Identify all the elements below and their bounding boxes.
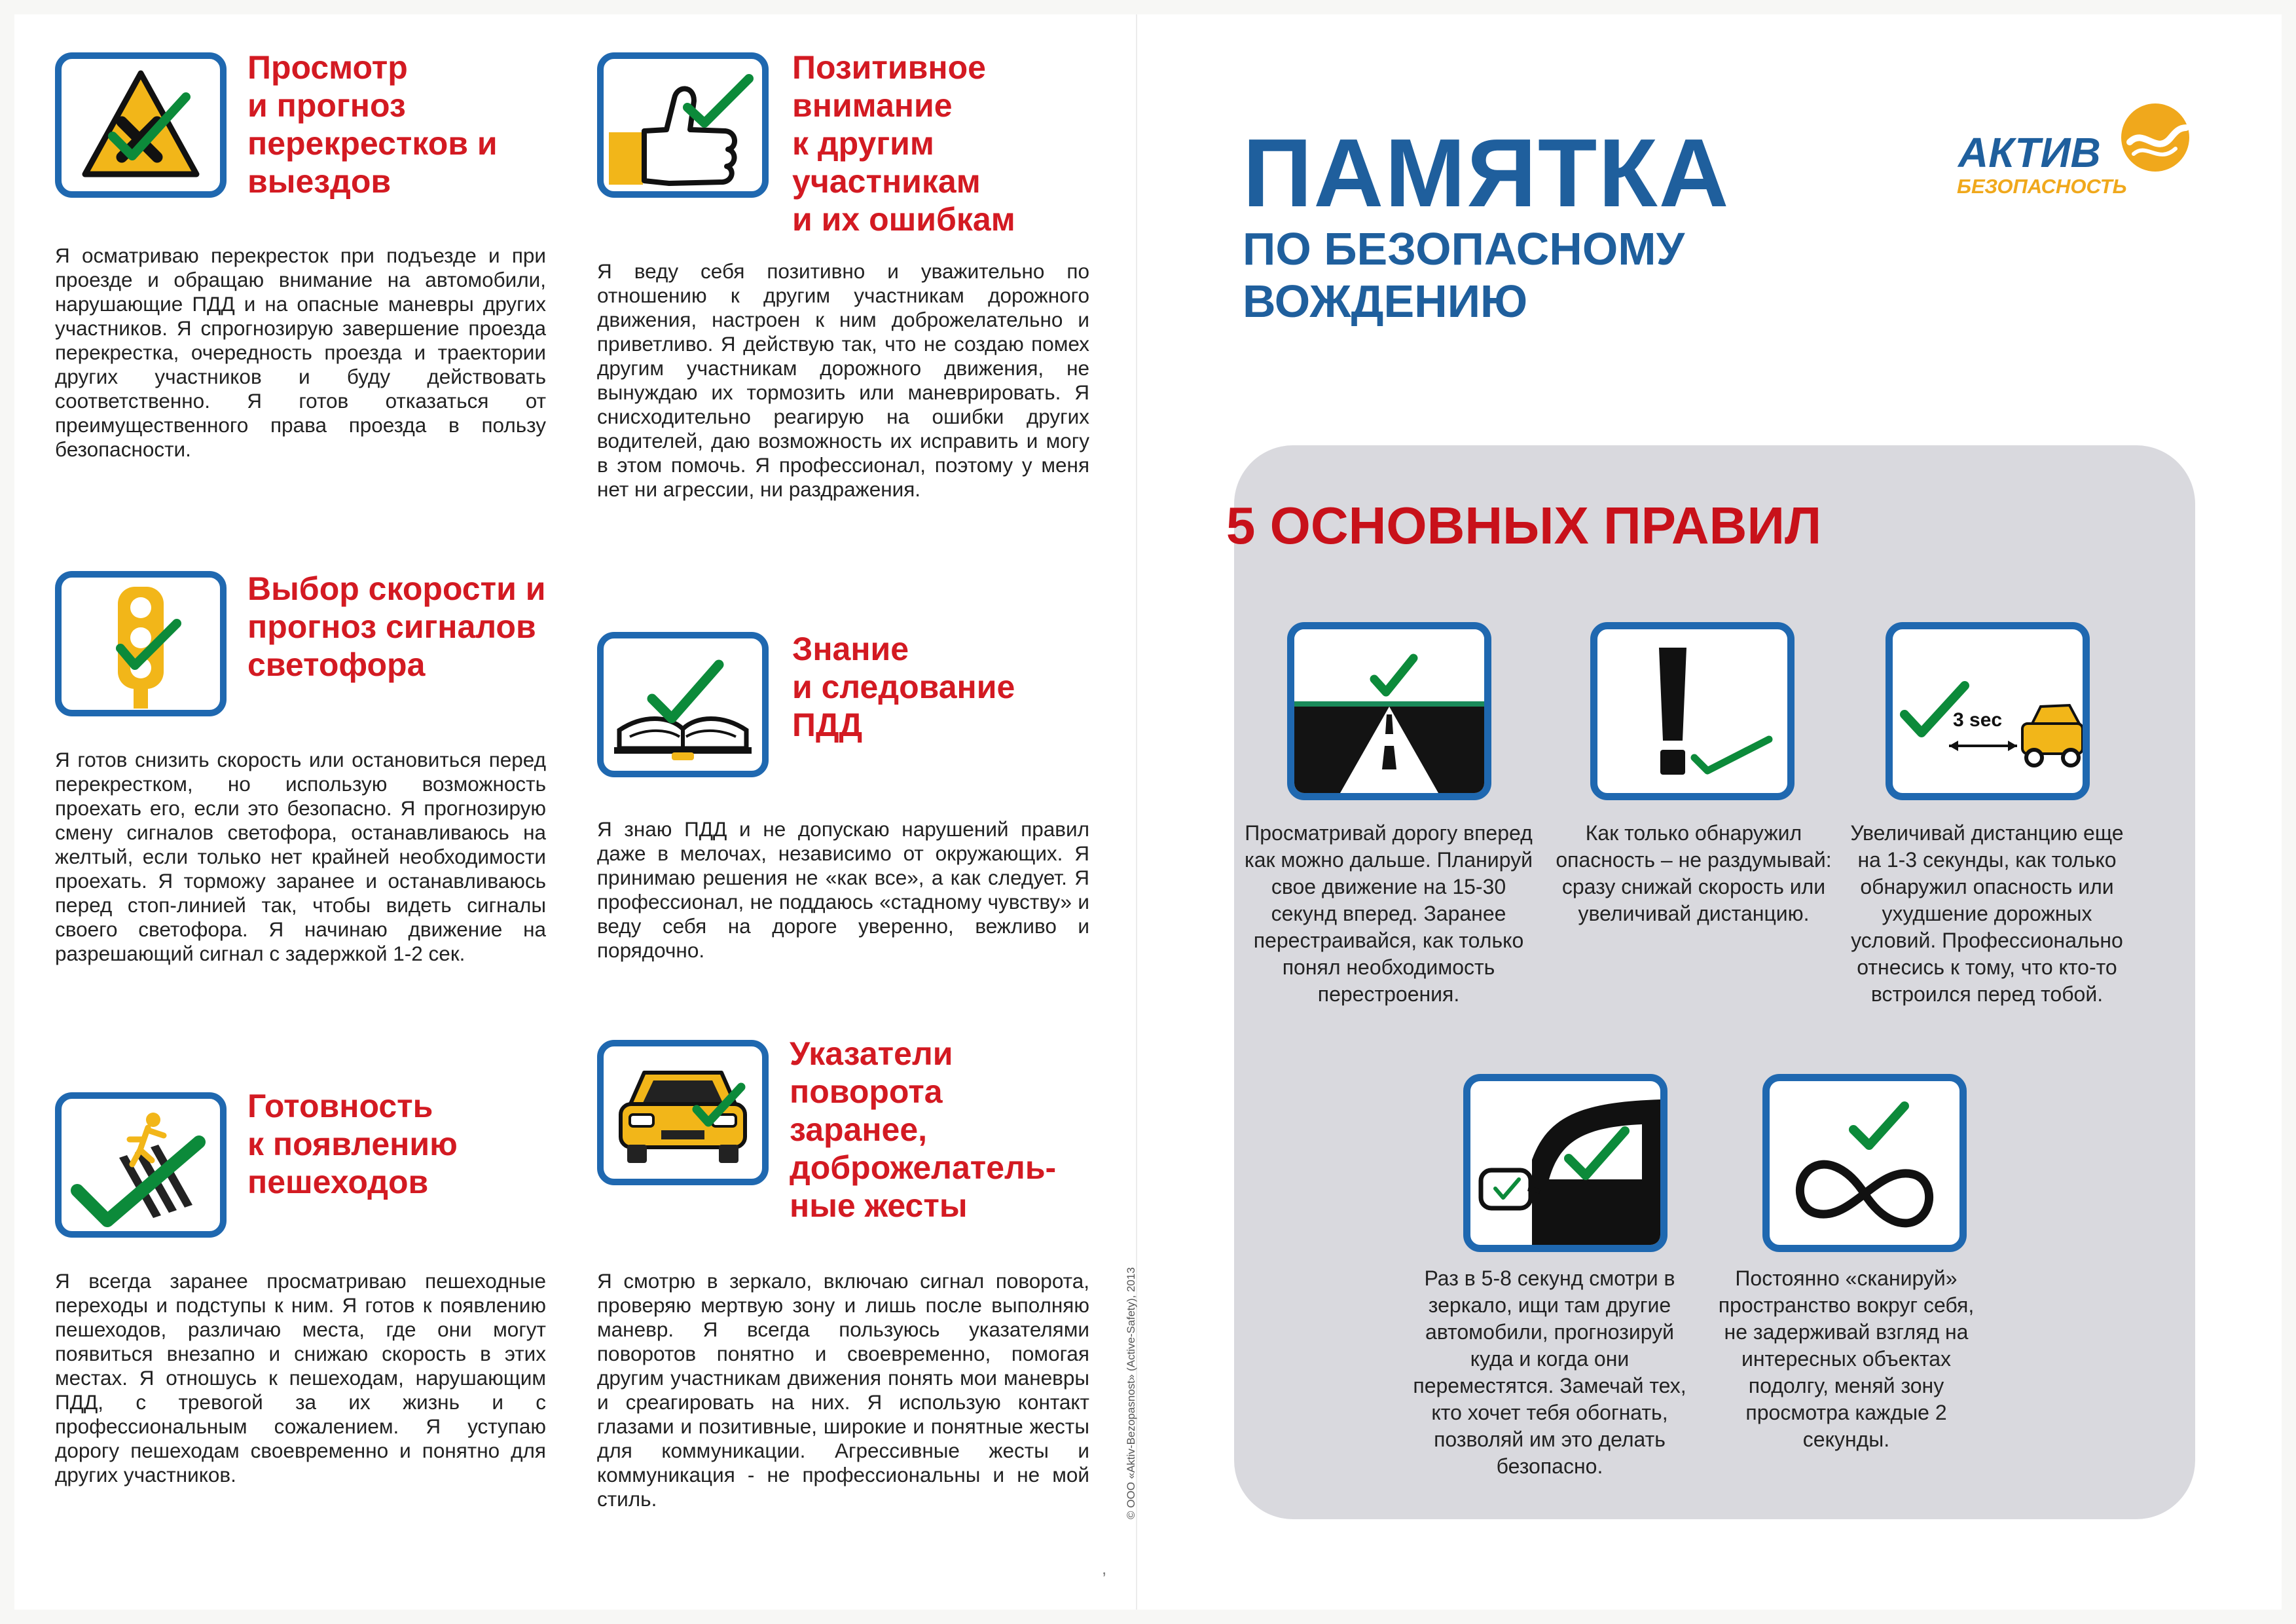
rules-panel-title (0, 496, 2296, 555)
brand-logo (1954, 101, 2196, 206)
pedestrian-crossing-icon (55, 1092, 227, 1238)
section-title-speed: Выбор скорости и прогноз сигналов светофора (247, 570, 546, 683)
open-book-icon (597, 632, 769, 777)
side-mirror-icon (1463, 1074, 1667, 1252)
logo-subtitle: БЕЗОПАСНОСТЬ (1957, 175, 2127, 198)
three-seconds-label: 3 sec (1953, 709, 2003, 731)
road-ahead-icon (1287, 622, 1491, 800)
subtitle (1243, 223, 1685, 327)
subtitle-line-1: ПО БЕЗОПАСНОМУ (1243, 223, 1685, 274)
exclamation-icon (1590, 622, 1795, 800)
distance-car-icon (1886, 622, 2090, 800)
section-body-signals: Я смотрю в зеркало, включаю сигнал поворота, проверяю мертвую зону и лишь после выполняю маневр. Я всегда пользуюсь указателями поворотов понятно и своевременно, помогая другим участникам движения понять мои маневры и среагировать на них. Я использую контакт глазами и позитивные, широкие и понятные жесты для коммуникации. Агрессивные жесты и коммуникация - не профессиональны и не мой стиль. (597, 1269, 1089, 1511)
rule-text-4: Раз в 5-8 секунд смотри в зеркало, ищи там другие автомобили, прогнозируй куда и когда они переместятся. Замечай тех, кто хочет тебя обогнать, позволяй им это делать безопасно. (1413, 1266, 1686, 1478)
intersection-sign-icon (55, 52, 227, 198)
section-title-rules: Знание и следование ПДД (792, 631, 1015, 743)
yellow-car-icon (597, 1040, 769, 1185)
section-title-pedestrians: Готовность к появлению пешеходов (247, 1088, 458, 1200)
section-body-pedestrians: Я всегда заранее просматриваю пешеходные переходы и подступы к ним. Я готов к появлению пешеходов, различаю места, где они могут появиться внезапно и снижаю скорость в этих местах. Я отношусь к пешеходам, нарушающим ПДД, с тревогой за их жизнь и с профессиональным сожалением. Я уступаю дорогу пешеходам своевременно и понятно для других участников. (55, 1269, 546, 1486)
section-body-positive: Я веду себя позитивно и уважительно по отношению к другим участникам дорожного движения, настроен к ним доброжелательно и приветливо. Я действую так, что не создаю помех другим участникам дорожного движения, не вынуждаю их тормозить или маневрировать. Я снисходительно реагирую на ошибки других водителей, даю возможность их исправить и могу в этом помочь. Я профессионал, поэтому у меня нет ни агрессии, ни раздражения. (597, 259, 1089, 501)
logo-name: АКТИВ (1958, 129, 2101, 176)
rule-text-5: Постоянно «сканируй» пространство вокруг себя, не задерживай взгляд на интересных объектах подолгу, меняй зону просмотра каждые 2 секунды. (1718, 1266, 1975, 1451)
section-body-speed: Я готов снизить скорость или остановиться перед перекрестком, но использую возможность проехать его, если это безопасно. Я прогнозирую смену сигналов светофора, останавливаюсь на желтый, если только нет крайней необходимости проехать. Я торможу заранее и останавливаюсь перед стоп-линией так, чтобы видеть сигналы своего светофора. Я начинаю движение на разрешающий сигнал с задержкой 1-2 сек. (55, 748, 546, 965)
section-title-signals: Указатели поворота заранее, доброжелатель- ные жесты (790, 1035, 1057, 1224)
copyright: © ООО «Aktiv-Bezopasnost» (Active-Safety), 2013 (1125, 1267, 1137, 1519)
logo-swirl-icon (2119, 101, 2191, 174)
section-body-intersections: Я осматриваю перекресток при подъезде и при проезде и обращаю внимание на автомобили, нарушающие ПДД и на опасные маневры других участников. Я спрогнозирую завершение проезда перекрестка, очередность проезда и траектории других участников и буду действовать соответственно. Я готов отказаться от преимущественного права проезда в пользу безопасности. (55, 244, 546, 461)
main-title: ПАМЯТКА (1243, 119, 1730, 227)
infinity-icon (1762, 1074, 1967, 1252)
rule-text-1: Просматривай дорогу вперед как можно дальше. Планируй свое движение на 15-30 секунд вперед. Заранее перестраивайся, как только понял необходимость перестроения. (1245, 821, 1533, 1006)
section-title-intersections: Просмотр и прогноз перекрестков и выездов (247, 49, 498, 200)
subtitle-line-2: ВОЖДЕНИЮ (1243, 276, 1528, 327)
section-title-positive: Позитивное внимание к другим участникам и их ошибкам (792, 49, 1015, 238)
rules-panel-title-text: 5 ОСНОВНЫХ ПРАВИЛ (1226, 496, 1822, 555)
thumbs-up-icon (597, 52, 769, 198)
rule-text-3: Увеличивай дистанцию еще на 1-3 секунды, как только обнаружил опасность или ухудшение дорожных условий. Профессионально отнесись к тому, что кто-то встроился перед тобой. (1850, 821, 2124, 1006)
section-body-rules: Я знаю ПДД и не допускаю нарушений правил даже в мелочах, независимо от окружающих. Я принимаю решения не «как все», а как следует. Я профессионал, не поддаюсь «стадному чувству» и веду себя на дороге уверенно, вежливо и порядочно. (597, 817, 1089, 962)
rule-text-2: Как только обнаружил опасность – не раздумывай: сразу снижай скорость или увеличивай дистанцию. (1556, 821, 1832, 925)
page-mark: , (1102, 1559, 1107, 1578)
traffic-light-icon (55, 571, 227, 716)
